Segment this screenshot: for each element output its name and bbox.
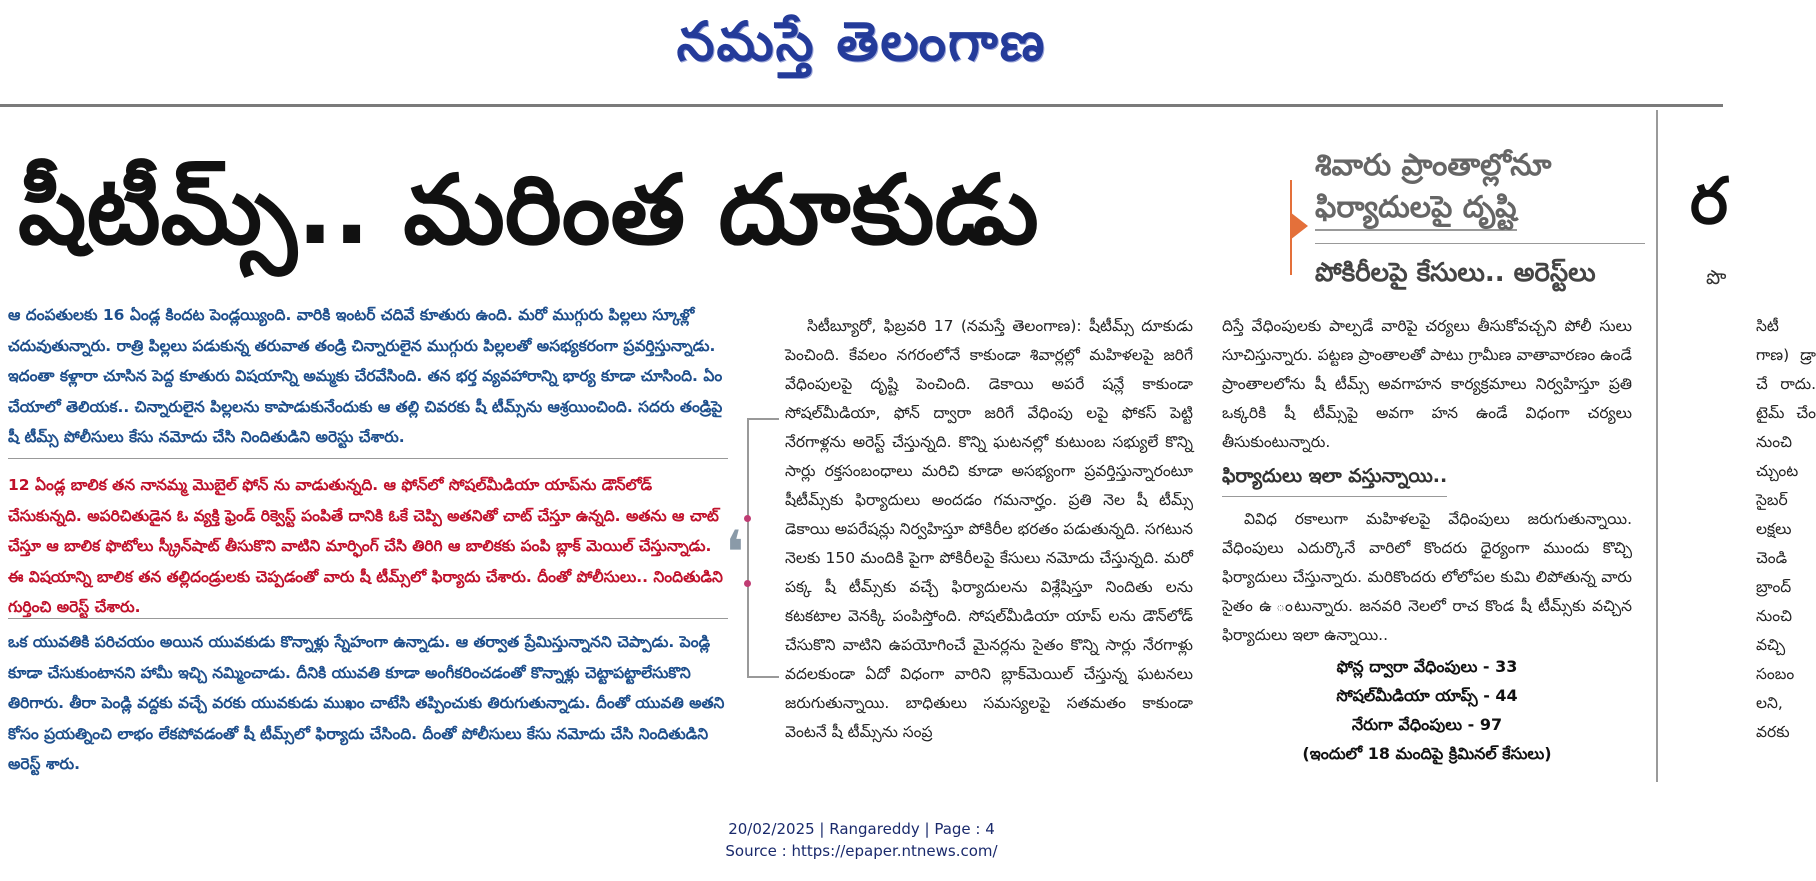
- footer-source[interactable]: Source : https://epaper.ntnews.com/: [725, 842, 998, 860]
- adjacent-sub-fragment: పొ: [1706, 265, 1727, 289]
- main-headline: షీటీమ్స్‌.. మరింత దూకుడు: [18, 154, 1039, 266]
- subdeck-line-1: శివారు ప్రాంతాల్లోనూ: [1315, 148, 1552, 183]
- bracket-dot: [744, 515, 751, 522]
- adjacent-column-fragment: సిటీ గాణ) డ్రా చే రాదు. టైమ్ చేం నుంచి చ్చుంట సైబర్ లక్షలు చెండి బ్రాంద్ నుంచి వచ్చి సంబం లని, వరకు: [1756, 317, 1816, 741]
- newspaper-logo: నమస్తే తెలంగాణ: [676, 8, 1047, 73]
- complaint-stats: [1222, 652, 1632, 768]
- page-footer: [0, 818, 1723, 862]
- case-story-2: 12 ఏండ్ల బాలిక తన నానమ్మ మొబైల్ ఫోన్ ను వాడుతున్నది. ఆ ఫోన్‌లో సోషల్‌మీడియా యాప్‌ను డౌన్‌లోడ్ చేసుకున్నది. అపరిచితుడైన ఓ వ్యక్తి ఫ్రెండ్ రిక్వెస్ట్ పంపితే దానికి ఓకే చెప్పి అతనితో చాట్ చేస్తూ ఉన్నది. అతను ఆ చాట్ చేస్తూ ఆ బాలిక ఫొటోలు స్క్రీన్‌షాట్ తీసుకొని వాటిని మార్ఫింగ్ చేసి తిరిగి ఆ బాలికకు పంపి బ్లాక్ మెయిల్ చేస్తున్నాడు. ఈ విషయాన్ని బాలిక తన తల్లిదండ్రులకు చెప్పడంతో వారు షీ టీమ్స్‌లో ఫిర్యాదు చేశారు. దీంతో పోలీసులు.. నిందితుడిని గుర్తించి అరెస్ట్ చేశారు.: [8, 476, 723, 616]
- article-column-1: [785, 312, 1193, 760]
- case-story-3: ఒక యువతికి పరిచయం అయిన యువకుడు కొన్నాళ్లు స్నేహంగా ఉన్నాడు. ఆ తర్వాత ప్రేమిస్తున్నానని చెప్పాడు. పెండ్లి కూడా చేసుకుంటానని హామీ ఇచ్చి నమ్మించాడు. దీనికి యువతి కూడా అంగీకరించడంతో కొన్నాళ్లు చెట్టాపట్టాలేసుకొని తిరిగారు. తీరా పెండ్లి వద్దకు వచ్చే వరకు యువకుడు ముఖం చాటేసి తప్పించుకు తిరుగుతున్నాడు. దీంతో యువతి అతని కోసం ప్రయత్నించి లాభం లేకపోవడంతో షీ టీమ్స్‌లో ఫిర్యాదు చేసింది. దీంతో పోలీసులు కేసు నమోదు చేసి నిందితుడిని అరెస్ట్ శారు.: [8, 633, 725, 773]
- subdeck-line-3: పోకిరీలపై కేసులు.. అరెస్ట్‌లు: [1315, 243, 1645, 294]
- adjacent-headline-fragment: ర: [1690, 165, 1728, 239]
- subdeck-line-2: ఫిర్యాదులపై దృష్టి: [1315, 187, 1517, 231]
- bracket-dot: [744, 580, 751, 587]
- article-subhead: ఫిర్యాదులు ఇలా వస్తున్నాయి..: [1222, 465, 1447, 497]
- footer-edition-info: 20/02/2025 | Rangareddy | Page : 4: [728, 820, 995, 838]
- sub-deck: [1315, 145, 1655, 294]
- masthead: [0, 0, 1723, 95]
- arrow-icon: [1290, 212, 1308, 240]
- stat-phone: ఫోన్ల ద్వారా వేధింపులు - 33: [1336, 657, 1518, 676]
- case-story-1: ఆ దంపతులకు 16 ఏండ్ల కిందట పెండ్లయ్యింది. వారికి ఇంటర్ చదివే కూతురు ఉంది. మరో ముగ్గురు పిల్లలు స్కూళ్లో చదువుతున్నారు. రాత్రి పిల్లలు పడుకున్న తరువాత తండ్రి చిన్నారులైన ముగ్గురు పిల్లలతో అసభ్యకరంగా ప్రవర్తిస్తున్నాడు. ఇదంతా కళ్లారా చూసిన పెద్ద కూతురు విషయాన్ని అమ్మకు చేరవేసింది. తన భర్త వ్యవహారాన్ని భార్య కూడా చూసింది. ఏం చేయాలో తెలియక.. చిన్నారులైన పిల్లలను కాపాడుకునేందుకు ఆ తల్లి చివరకు షీ టీమ్స్‌ను ఆశ్రయించింది. సదరు తండ్రిపై షీ టీమ్స్ పోలీసులు కేసు నమోదు చేసి నిందితుడిని అరెస్టు చేశారు.: [8, 306, 723, 446]
- stat-direct: నేరుగా వేధింపులు - 97: [1351, 715, 1503, 734]
- masthead-rule: [0, 104, 1723, 107]
- stat-criminal-note: (ఇందులో 18 మందిపై క్రిమినల్ కేసులు): [1302, 744, 1552, 763]
- stat-social-media: సోషల్‌మీడియా యాప్స్ - 44: [1336, 686, 1518, 705]
- case-separator: [8, 618, 728, 619]
- quote-mark-icon: ❛: [725, 518, 745, 588]
- case-separator: [8, 458, 728, 459]
- article-body-2b: వివిధ రకాలుగా మహిళలపై వేధింపులు జరుగుతున్నాయి. వేధింపులు ఎదుర్కొనే వారిలో కొందరు ధైర్యంగా ముందు కొచ్చి ఫిర్యాదులు చేస్తున్నారు. మరికొందరు లోలోపల కుమి లిపోతున్న వారు సైతం ఉ ంటున్నారు. జనవరి నెలలో రాచ కొండ షీ టీమ్స్‌కు వచ్చిన ఫిర్యాదులు ఇలా ఉన్నాయి..: [1222, 510, 1632, 644]
- case-bracket: [747, 418, 779, 678]
- article-column-2b: [1222, 505, 1632, 655]
- article-column-2: దిస్తే వేధింపులకు పాల్పడే వారిపై చర్యలు తీసుకోవచ్చని పోలీ సులు సూచిస్తున్నారు. పట్టణ ప్రాంతాలతో పాటు గ్రామీణ వాతావారణం ఉండే ప్రాంతాలలోను షీ టీమ్స్ అవగాహన కార్యక్రమాలు నిర్వహిస్తూ ప్రతి ఒక్కరికి షీ టీమ్స్‌పై అవగా హన ఉండే విధంగా చర్యలు తీసుకుంటున్నారు.: [1222, 317, 1632, 451]
- article-body-1: సిటీబ్యూరో, ఫిబ్రవరి 17 (నమస్తే తెలంగాణ): షీటీమ్స్ దూకుడు పెంచింది. కేవలం నగరంలోనే కాకుండా శివార్లల్లో మహిళలపై జరిగే వేధింపులపై దృష్టి పెంచింది. డెకాయి అపరే షన్లే కాకుండా సోషల్‌మీడియా, ఫోన్ ద్వారా జరిగే వేధింపు లపై ఫోకస్ పెట్టి నేరగాళ్లను అరెస్ట్ చేస్తున్నది. కొన్ని ఘటనల్లో కుటుంబ సభ్యులే కొన్ని సార్లు రక్తసంబంధాలు మరిచి కూడా అసభ్యంగా ప్రవర్తిస్తున్నారంటూ షీటీమ్స్‌కు ఫిర్యాదులు అందడం గమనార్హం. ప్రతి నెల షీ టీమ్స్ డెకాయి అపరేషన్లు నిర్వహిస్తూ పోకిరీల భరతం పడుతున్నది. సగటున నెలకు 150 మందికి పైగా పోకిరీలపై కేసులు నమోదు చేస్తున్నది. మరో పక్క షీ టీమ్స్‌కు వచ్చే ఫిర్యాదులను విశ్లేషిస్తూ నిందితు లను కటకటాల వెనక్కి పంపిస్తోంది. సోషల్‌మీడియా యాప్ లను డౌన్‌లోడ్ చేసుకొని వాటిని ఉపయోగించే మైనర్లను సైతం కొన్ని సార్లు నేరగాళ్లు వదలకుండా ఏదో విధంగా వారిని బ్లాక్‌మెయిల్ చేస్తున్న ఘటనలు జరుగుతున్నాయి. బాధితులు సమస్యలపై సతమతం కాకుండా వెంటనే షీ టీమ్స్‌ను సంప్ర: [785, 317, 1193, 741]
- column-divider: [1656, 110, 1658, 782]
